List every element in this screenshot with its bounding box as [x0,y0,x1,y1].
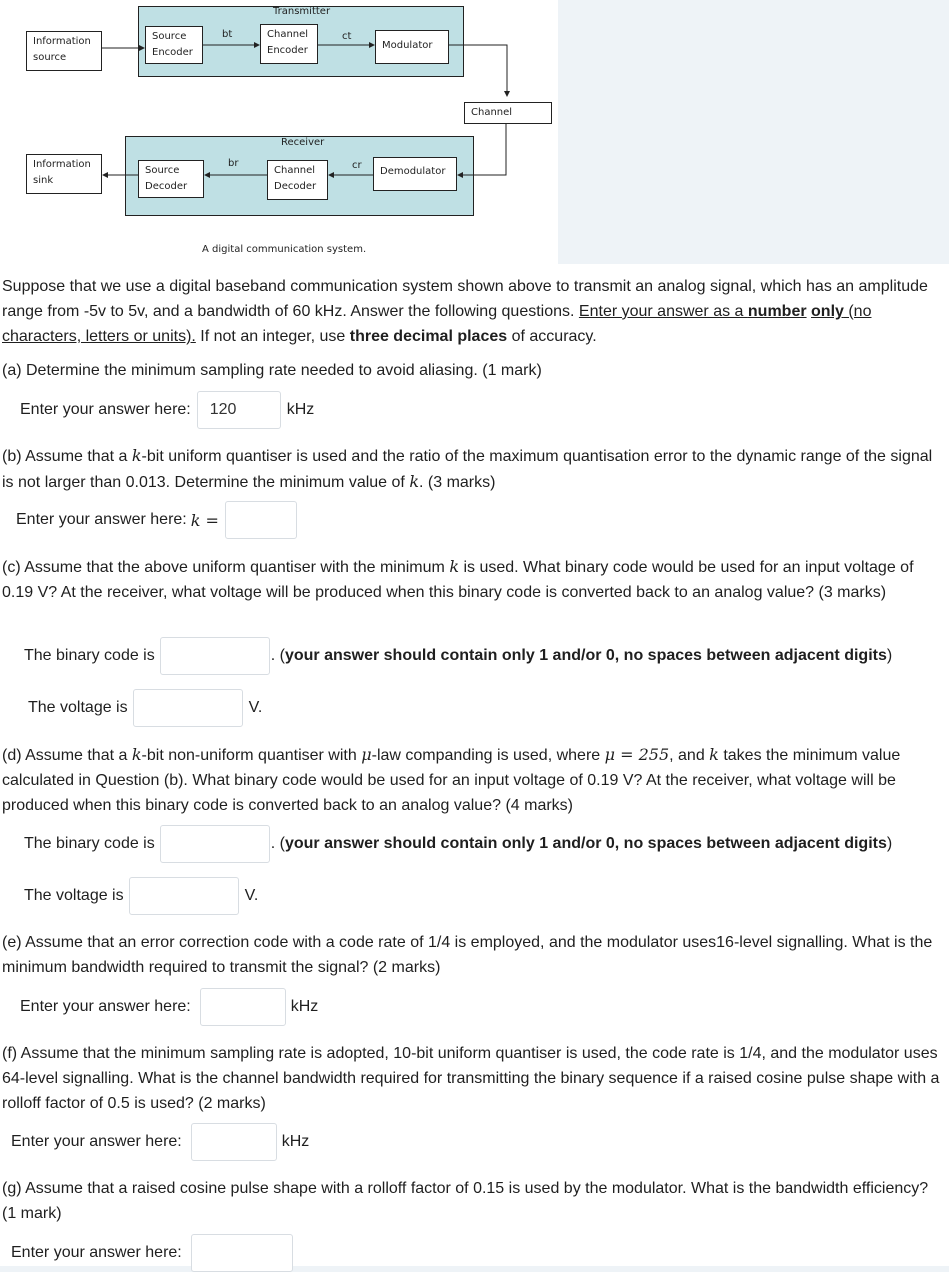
answer-d-note [271,835,892,853]
answer-c-note [271,647,892,665]
demodulator-text: Demodulator [380,166,446,177]
answer-d-note-post: ) [886,835,893,852]
question-d-k-2: k [709,745,719,764]
question-c-k: k [449,557,460,576]
answer-c-voltage-input[interactable] [133,689,243,727]
source-decoder-line1: Source [145,165,180,176]
question-d-text-4: , and [669,747,710,764]
transmitter-label: Transmitter [273,6,331,17]
cr-label: cr [352,160,362,171]
question-b [2,443,942,495]
intro-text-2: If not an integer, use [195,328,350,345]
modulator-text: Modulator [382,40,433,51]
answer-g-input[interactable] [191,1234,293,1272]
answer-row-g [11,1234,293,1272]
answer-e-input[interactable] [200,988,286,1026]
question-d [2,742,942,818]
answer-d-voltage-input[interactable] [129,877,239,915]
information-sink-line2: sink [33,175,54,186]
answer-c-binary-prompt: The binary code is [24,647,155,664]
source-encoder-line1: Source [152,31,187,42]
intro-number-bold: number [747,303,807,320]
answer-row-a [20,391,314,429]
receiver-label: Receiver [281,137,325,148]
answer-f-input[interactable] [191,1123,277,1161]
br-label: br [228,158,239,169]
answer-a-prompt: Enter your answer here: [20,401,191,418]
answer-b-input[interactable] [225,501,297,539]
ct-label: ct [342,31,352,42]
question-g: (g) Assume that a raised cosine pulse shape with a rolloff factor of 0.15 is used by the modulator. What is the bandwidth efficiency? (1 mark) [2,1180,929,1222]
intro-decimal-bold: three decimal places [349,328,508,345]
intro-underline-1: Enter your answer as a [578,303,748,320]
answer-d-note-pre: . ( [270,835,285,852]
answer-c-voltage-unit: V. [248,699,263,716]
answer-e-unit: kHz [290,998,319,1015]
question-c-text-2: is used. What binary code would be used for an input voltage of 0.19 V? At the receiver, what voltage will be produced when this binary code is converted back to an analog value? (3 marks) [2,559,914,601]
question-b-text-1: (b) Assume that a [2,448,132,465]
question-e: (e) Assume that an error correction code with a code rate of 1/4 is employed, and the modulator uses16-level signalling. What is the minimum bandwidth required to transmit the signal? (2 marks) [2,934,933,976]
answer-row-c-voltage [28,689,262,727]
question-d-k-1: k [131,745,142,764]
question-d-text-2: -bit non-uniform quantiser with [141,747,362,764]
intro-only-bold: only [811,303,844,320]
answer-row-d-binary [24,825,892,863]
question-c [2,554,942,605]
answer-d-voltage-unit: V. [244,887,259,904]
bt-label: bt [222,29,233,40]
answer-d-binary-prompt: The binary code is [24,835,155,852]
channel-encoder-line1: Channel [267,29,309,40]
intro-underline-2: (no characters, letters or units). [2,303,872,345]
answer-d-binary-input[interactable] [160,825,270,863]
answer-b-prompt: Enter your answer here: [16,511,187,528]
answer-c-note-bold-2: 1 and/or 0, no spaces between adjacent digits [534,647,887,664]
answer-d-note-only: only [501,835,535,852]
source-decoder-line2: Decoder [145,181,188,192]
page-background-strip [558,0,949,264]
answer-b-k-equals: k = [190,510,219,530]
question-d-mu-equation: μ = 255 [604,745,670,764]
question-d-text-5: takes the minimum value calculated in Question (b). What binary code would be used for an input voltage of 0.19 V? At the receiver, what voltage will be produced when this binary code is converted back to an analog value? (4 marks) [2,747,901,814]
answer-d-note-bold-2: 1 and/or 0, no spaces between adjacent digits [534,835,887,852]
intro-text-1: Suppose that we use a digital baseband communication system shown above to transmit an analog signal, which has an amplitude range from -5v to 5v, and a bandwidth of 60 kHz. Answer the following questions. [2,278,928,320]
channel-decoder-line1: Channel [274,165,316,176]
communication-system-diagram [9,0,558,264]
answer-c-note-bold: your answer should contain [284,647,502,664]
question-b-k-1: k [131,446,142,465]
answer-c-note-pre: . ( [270,647,285,664]
answer-c-note-only: only [501,647,535,664]
diagram-arrows [9,0,558,264]
answer-g-prompt: Enter your answer here: [11,1244,182,1261]
answer-row-e [20,988,318,1026]
question-f: (f) Assume that the minimum sampling rate is adopted, 10-bit uniform quantiser is used, the code rate is 1/4, and the modulator uses 64-level signalling. What is the channel bandwidth required for transmitting the binary sequence if a raised cosine pulse shape with a rolloff factor of 0.5 is used? (2 marks) [2,1045,940,1112]
answer-c-note-post: ) [886,647,893,664]
channel-encoder-line2: Encoder [267,45,308,56]
answer-row-b [16,501,297,539]
question-c-text-1: (c) Assume that the above uniform quantiser with the minimum [2,559,450,576]
answer-d-note-bold: your answer should contain [284,835,502,852]
intro-text-3: of accuracy. [507,328,597,345]
answer-e-prompt: Enter your answer here: [20,998,191,1015]
channel-decoder-line2: Decoder [274,181,317,192]
answer-f-unit: kHz [281,1133,310,1150]
information-source-line1: Information [33,36,91,47]
intro-paragraph [2,274,942,349]
information-source-line2: source [33,52,67,63]
channel-text: Channel [471,107,513,118]
question-b-text-2: -bit uniform quantiser is used and the ratio of the maximum quantisation error to the dynamic range of the signal is not larger than 0.013. Determine the minimum value of [2,448,933,491]
question-d-text-3: -law companding is used, where [371,747,605,764]
diagram-caption: A digital communication system. [202,244,367,255]
answer-row-d-voltage [24,877,258,915]
answer-d-voltage-prompt: The voltage is [24,887,124,904]
question-b-text-3: . (3 marks) [419,474,496,491]
answer-row-f [11,1123,309,1161]
question-d-text-1: (d) Assume that a [2,747,132,764]
question-a: (a) Determine the minimum sampling rate needed to avoid aliasing. (1 mark) [2,362,542,379]
question-d-mu: μ [361,745,372,764]
answer-a-unit: kHz [286,401,315,418]
answer-c-voltage-prompt: The voltage is [28,699,128,716]
answer-c-binary-input[interactable] [160,637,270,675]
answer-a-input[interactable] [197,391,281,429]
question-b-k-2: k [409,472,420,491]
information-sink-line1: Information [33,159,91,170]
source-encoder-line2: Encoder [152,47,193,58]
answer-f-prompt: Enter your answer here: [11,1133,182,1150]
answer-row-c-binary [24,637,892,675]
